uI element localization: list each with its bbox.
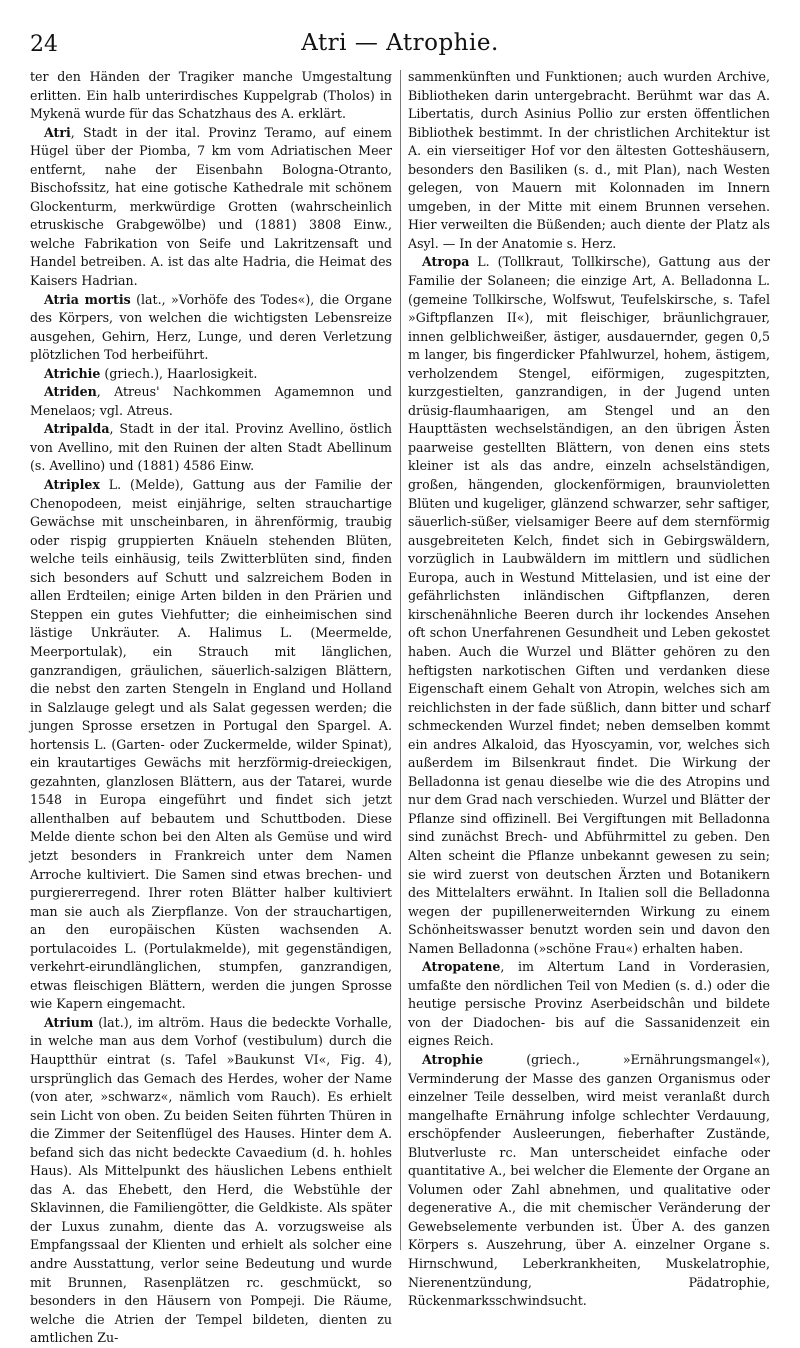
entry-atropa: Atropa L. (Tollkraut, Tollkirsche), Gattung aus der Familie der Solaneen; die einzige Art, A. Belladonna L. (gemeine Tollkirsche, Wolfswut, Teufelskirsche, s. Tafel »Giftpflanzen II«), mit fleischiger, bräunlichgrauer, innen gelblichweißer, ästiger, ausdauernder, gegen 0,5 m langer, bis fingerdicker Pfahlwurzel, hohem, ästigem, verholzendem Stengel, eiförmigen, zugespitzten, kurzgestielten, ganzrandigen, in der Jugend unten drüsig-flaumhaarigen, am Stengel und an den Haupttästen wechselständigen, an den übrigen Ästen paarweise gestellten Blättern, von denen eins stets kleiner ist als das andre, einzeln achselständigen, großen, hängenden, glockenförmigen, braunvioletten Blüten und kugeliger, glänzend schwarzer, sehr saftiger, säuerlich-süßer, vielsamiger Beere auf dem sternförmig ausgebreiteten Kelch, findet sich in Gebirgswäldern, vorzüglich in Laubwäldern im mittlern und südlichen Europa, auch in Westund Mittelasien, und ist eine der gefährlichsten inländischen Giftpflanzen, deren kirschenähnliche Beeren durch ihr lockendes Ansehen oft schon Unerfahrenen Gesundheit und Leben gekostet haben. Auch die Wurzel und Blätter gehören zu den heftigsten narkotischen Giften und verdanken diese Eigenschaft einem Gehalt von Atropin, welches sich am reichlichsten in der fade süßlich, dann bitter und scharf schmeckenden Wurzel findet; neben demselben kommt ein andres Alkaloid, das Hyoscyamin, vor, welches sich außerdem im Bilsenkraut findet. Die Wirkung der Belladonna ist genau dieselbe wie die des Atropins und nur dem Grad nach verschieden. Wurzel und Blätter der Pflanze sind offizinell. Bei Vergiftungen mit Belladonna sind zunächst Brech- und Abführmittel zu geben. Den Alten scheint die Pflanze unbekannt gewesen zu sein; sie wird zuerst von deutschen Ärzten und Botanikern des Mittelalters erwähnt. In Italien soll die Belladonna wegen der pupillenerweiternden Wirkung zu einem Schönheitswasser benutzt worden sein und davon den Namen Belladonna (»schöne Frau«) erhalten haben.: [408, 254, 770, 956]
entry-headword: Atria mortis: [44, 291, 131, 307]
entry-headword: Atriden: [44, 384, 97, 400]
entry-headword: Atri: [44, 124, 71, 140]
running-title: Atri — Atrophie.: [301, 30, 499, 56]
right-column: [408, 68, 770, 1309]
entry-atropatene: Atropatene, im Altertum Land in Vorderasien, umfaßte den nördlichen Teil von Medien (s. d.) oder die heutige persische Provinz Aserbeidschân und bildete von der Diadochen- bis auf die Sassanidenzeit ein eignes Reich.: [408, 959, 770, 1049]
entry-headword: Atropatene: [422, 959, 501, 975]
entry-atriden: Atriden, Atreus' Nachkommen Agamemnon und Menelaos; vgl. Atreus.: [30, 384, 392, 418]
entry-headword: Atrophie: [422, 1051, 484, 1067]
entry-headword: Atriplex: [44, 477, 100, 493]
entry-atripalda: Atripalda, Stadt in der ital. Provinz Avellino, östlich von Avellino, mit den Ruinen der alten Stadt Abellinum (s. Avellino) und (1881) 4586 Einw.: [30, 421, 392, 474]
entry-atrophie: Atrophie (griech., »Ernährungsmangel«), Verminderung der Masse des ganzen Organismus oder einzelner Teile desselben, wird meist veranlaßt durch mangelhafte Ernährung infolge schlechter Verdauung, erschöpfender Ausleerungen, fieberhafter Zustände, Blutverluste rc. Man unterscheidet einfache oder quantitative A., bei welcher die Elemente der Organe an Volumen oder Zahl abnehmen, und qualitative oder degenerative A., die mit chemischer Veränderung der Gewebselemente verbunden ist. Über A. des ganzen Körpers s. Auszehrung, über A. einzelner Organe s. Hirnschwund, Leberkrankheiten, Muskelatrophie, Nierenentzündung, Pädatrophie, Rückenmarksschwindsucht.: [408, 1051, 770, 1309]
left-column: [30, 68, 392, 1346]
entry-headword: Atripalda: [44, 421, 110, 437]
entry-atrium: Atrium (lat.), im altröm. Haus die bedeckte Vorhalle, in welche man aus dem Vorhof (vestibulum) durch die Hauptthür eintrat (s. Tafel »Baukunst VI«, Fig. 4), ursprünglich das Gemach des Herdes, woher der Name (von ater, »schwarz«, nämlich vom Rauch). Es erhielt sein Licht von oben. Zu beiden Seiten führten Thüren in die Zimmer der Seitenflügel des Hauses. Hinter dem A. befand sich das nicht bedeckte Cavaedium (d. h. hohles Haus). Als Mittelpunkt des häuslichen Lebens enthielt das A. das Ehebett, den Herd, die Webstühle der Sklavinnen, die Familiengötter, die Geldkiste. Als später der Luxus zunahm, diente das A. vorzugsweise als Empfangssaal der Klienten und erhielt als solcher eine andre Ausstattung, verlor seine Bedeutung und wurde mit Brunnen, Rasenplätzen rc. geschmückt, so besonders in den Häusern von Pompeji. Die Räume, welche die Atrien der Tempel bildeten, dienten zu amtlichen Zu-: [30, 1014, 392, 1346]
entry-headword: Atrichie: [44, 365, 101, 381]
entry-continuation: sammenkünften und Funktionen; auch wurden Archive, Bibliotheken darin untergebracht. Berühmt war das A. Libertatis, durch Asinius Pollio zur ersten öffentlichen Bibliothek bestimmt. In der christlichen Architektur ist A. ein vierseitiger Hof vor den ältesten Gotteshäusern, besonders den Basiliken (s. d., mit Plan), nach Westen gelegen, von Mauern mit Kolonnaden im Innern umgeben, in der Mitte mit einem Brunnen versehen. Hier verweilten die Büßenden; auch diente der Platz als Asyl. — In der Anatomie s. Herz.: [408, 69, 770, 251]
column-divider: [400, 70, 401, 1250]
entry-atri: Atri, Stadt in der ital. Provinz Teramo, auf einem Hügel über der Piomba, 7 km vom Adriatischen Meer entfernt, nahe der Eisenbahn Bologna-Otranto, Bischofssitz, hat eine gotische Kathedrale mit schönem Glockenturm, merkwürdige Grotten (wahrscheinlich etruskische Grabgewölbe) und (1881) 3808 Einw., welche Fabrikation von Seife und Lakritzensaft und Handel betreiben. A. ist das alte Hadria, die Heimat des Kaisers Hadrian.: [30, 124, 392, 289]
entry-continuation: ter den Händen der Tragiker manche Umgestaltung erlitten. Ein halb unterirdisches Kuppelgrab (Tholos) in Mykenä wurde für das Schatzhaus des A. erklärt.: [30, 69, 392, 122]
entry-headword: Atropa: [422, 254, 470, 270]
entry-headword: Atrium: [44, 1014, 94, 1030]
entry-atriplex: Atriplex L. (Melde), Gattung aus der Familie der Chenopodeen, meist einjährige, selten strauchartige Gewächse mit unscheinbaren, in ährenförmig, traubig oder rispig gruppierten Knäueln stehenden Blüten, welche teils einhäusig, teils Zwitterblüten sind, finden sich besonders auf Schutt und salzreichem Boden in allen Erdteilen; einige Arten bilden in den Prärien und Steppen ein gutes Viehfutter; die einheimischen sind lästige Unkräuter. A. Halimus L. (Meermelde, Meerportulak), ein Strauch mit länglichen, ganzrandigen, gräulichen, säuerlich-salzigen Blättern, die nebst den zarten Stengeln in England und Holland in Salzlauge gelegt und als Salat gegessen werden; die jungen Sprosse ersetzen in Portugal den Spargel. A. hortensis L. (Garten- oder Zuckermelde, wilder Spinat), ein krautartiges Gewächs mit herzförmig-dreieckigen, gezahnten, glanzlosen Blättern, aus der Tatarei, wurde 1548 in Europa eingeführt und findet sich jetzt allenthalben auf bebautem und Schuttboden. Diese Melde diente schon bei den Alten als Gemüse und wird jetzt besonders in Frankreich unter dem Namen Arroche kultiviert. Die Samen sind etwas brechen- und purgiererregend. Ihrer roten Blätter halber kultiviert man sie auch als Zierpflanze. Von der strauchartigen, an den europäischen Küsten wachsenden A. portulacoides L. (Portulakmelde), mit gegenständigen, verkehrt-eirundlänglichen, stumpfen, ganzrandigen, etwas fleischigen Blättern, werden die jungen Sprosse wie Kapern eingemacht.: [30, 477, 392, 1012]
entry-atrichie: Atrichie (griech.), Haarlosigkeit.: [44, 365, 258, 381]
entry-atria-mortis: Atria mortis (lat., »Vorhöfe des Todes«), die Organe des Körpers, von welchen die wichtigsten Lebensreize ausgehen, Gehirn, Herz, Lunge, und deren Verletzung plötzlichen Tod herbeiführt.: [30, 291, 392, 363]
page-header: [30, 30, 770, 68]
page-number: 24: [30, 32, 58, 57]
text-columns: [30, 68, 770, 1346]
